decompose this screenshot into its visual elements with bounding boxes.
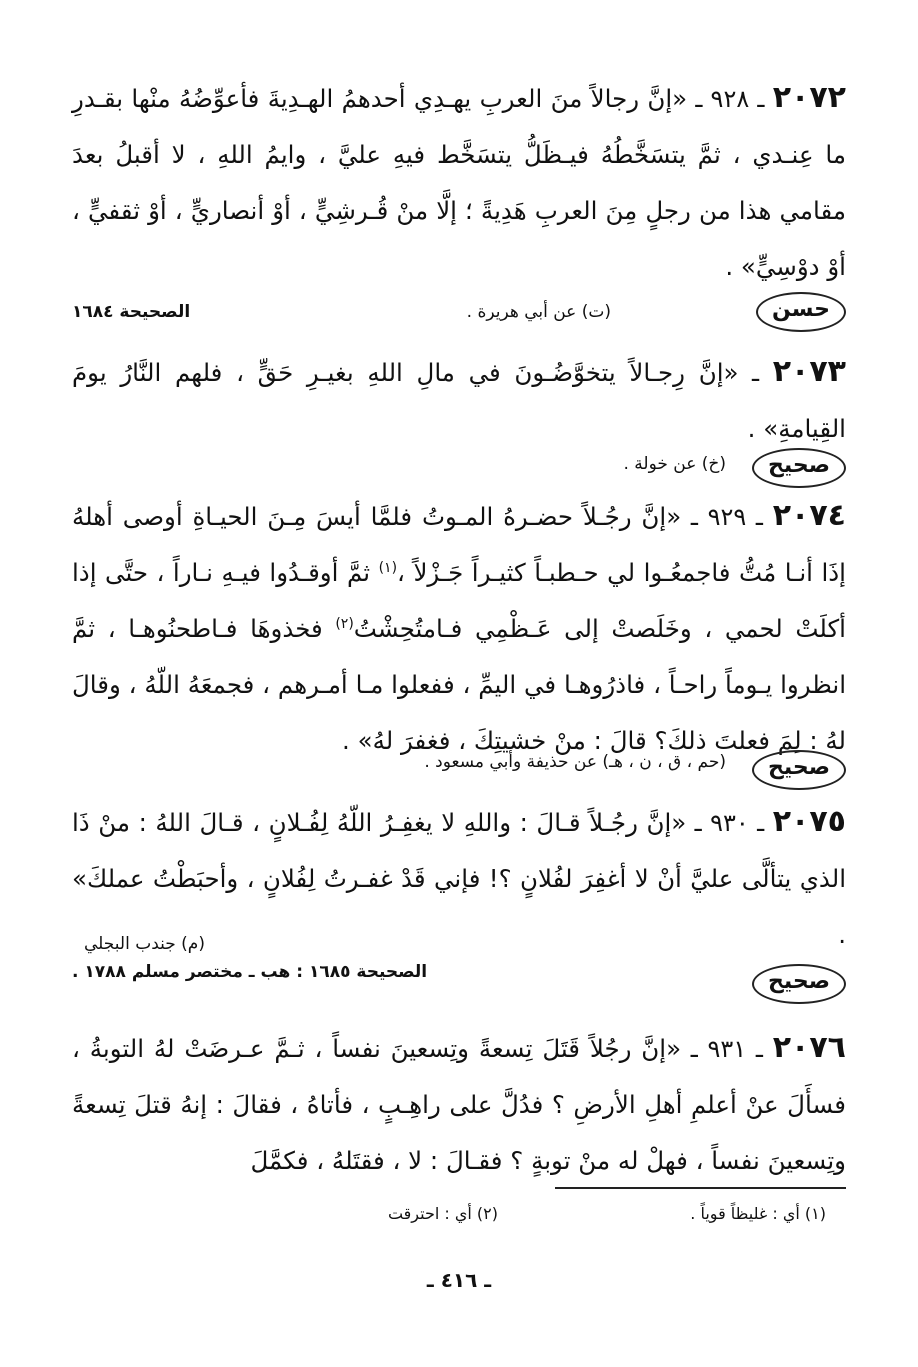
hadith-sub-number: ٩٢٩ <box>707 503 747 531</box>
hadith-body: «إنَّ رجُلاً قَتَلَ تِسعةً وتِسعينَ نفساً ، ثـمَّ عـرضَتْ لهُ التوبةُ ، فسأَلَ عنْ أعلمِ أهلِ الأرضِ ؟ فدُلَّ على راهِـبٍ ، فأتاهُ ، فقالَ : إنهُ قتلَ تِسعةً وتِسعينَ نفساً ، فهلْ له منْ توبةٍ ؟ فقـالَ : لا ، فقتَلهُ ، فكمَّلَ <box>72 1034 846 1175</box>
source-attribution: (خ) عن خولة . <box>623 454 726 474</box>
hadith-body: «إنَّ رِجـالاً يتخوَّضُـونَ في مالِ اللهِ بغيـرِ حَقٍّ ، فلهم النَّارُ يومَ القِيامةِ» . <box>72 358 846 443</box>
grade-badge: صحيح <box>752 964 846 1004</box>
footnote-2: (٢) أي : احترقت <box>387 1204 498 1223</box>
hadith-2076 <box>72 1020 846 1189</box>
source-attribution: (حم ، ق ، ن ، هـ) عن حذيفة وأبي مسعود . <box>424 752 726 772</box>
hadith-2074 <box>72 488 846 755</box>
hadith-sub-number: ٩٣٠ <box>710 809 749 837</box>
hadith-2075 <box>72 794 846 960</box>
source-row <box>72 286 846 344</box>
grade-badge: صحيح <box>752 448 846 488</box>
hadith-number: ٢٠٧٤ <box>772 498 846 533</box>
hadith-number: ٢٠٧٥ <box>772 804 846 839</box>
hadith-text: ٢٠٧٤ ـ ٩٢٩ ـ «إنَّ رجُـلاً حضـرهُ المـوتُ فلمَّا أيسَ مِـنَ الحيـاةِ أوصى أهلهُ إذَا أنـا مُتُّ فاجمعُـوا لي حـطبـاً كثيـراً جَـزْلاً ،$^{(١)}$ ثمَّ أوقـدُوا فيـهِ نـاراً ، حتَّى إذا أكلَتْ لحمي ، وخَلَصتْ إلى عَـظْمِي فـامتُحِشْتُ$^{(٢)}$ فخذوهَا فـاطحنُوهـا ، ثمَّ انظروا يـوماً راحـاً ، فاذرُوهـا في اليمِّ ، ففعلوا مـا أمـرهم ، فجمعَهُ اللّهُ ، وقالَ لهُ : لِمَ فعلتَ ذلكَ؟ قالَ : منْ خشيتِكَ ، فغفرَ لهُ» . <box>72 498 846 755</box>
source-attribution: (م) جندب البجلي <box>84 934 205 954</box>
hadith-body: «إنَّ رجالاً منَ العربِ يهـدِي أحدهمُ الهـدِيةَ فأعوِّضُهُ منْها بقـدرِ ما عِنـدي ، ثمَّ يتسَخَّطُهُ فيـظَلُّ يتسَخَّط فيهِ عليَّ ، وايمُ اللهِ ، لا أقبلُ بعدَ مقامي هذا من رجلٍ مِنَ العربِ هَدِيةً ؛ إلَّا منْ قُـرشِيٍّ ، أوْ أنصاريٍّ ، أوْ ثقفيٍّ ، أوْ دوْسِيٍّ» . <box>72 84 846 281</box>
hadith-2072 <box>72 70 846 282</box>
reference: الصحيحة ١٦٨٥ : هب ـ مختصر مسلم ١٧٨٨ . <box>72 962 428 982</box>
footnote-marker-1: (١) <box>378 559 398 576</box>
source-row <box>72 448 846 488</box>
hadith-body-part3: فخذوهَا فـاطحنُوهـا ، ثمَّ انظروا يـوماً راحـاً ، فاذرُوهـا في اليمِّ ، ففعلوا مـا أمـرهم ، فجمعَهُ اللّهُ ، وقالَ لهُ : لِمَ فعلتَ ذلكَ؟ قالَ : منْ خشيتِكَ ، فغفرَ لهُ» . <box>72 614 846 755</box>
footnote-marker-2: (٢) <box>335 615 354 632</box>
source-row <box>72 750 846 794</box>
reference: الصحيحة ١٦٨٤ <box>72 302 191 322</box>
footnote-divider <box>555 1187 846 1189</box>
hadith-number: ٢٠٧٦ <box>772 1030 846 1065</box>
hadith-text: ٢٠٧٦ ـ ٩٣١ ـ «إنَّ رجُلاً قَتَلَ تِسعةً وتِسعينَ نفساً ، ثـمَّ عـرضَتْ لهُ التوبةُ ، فسأَلَ عنْ أعلمِ أهلِ الأرضِ ؟ فدُلَّ على راهِـبٍ ، فأتاهُ ، فقالَ : إنهُ قتلَ تِسعةً وتِسعينَ نفساً ، فهلْ له منْ توبةٍ ؟ فقـالَ : لا ، فقتَلهُ ، فكمَّلَ <box>72 1030 846 1175</box>
page-body <box>72 70 846 1189</box>
grade-badge: حسن <box>756 292 846 332</box>
hadith-body-part1: «إنَّ رجُـلاً حضـرهُ المـوتُ فلمَّا أيسَ مِـنَ الحيـاةِ أوصى أهلهُ إذَا أنـا مُتُّ فاجمعُـوا لي حـطبـاً كثيـراً جَـزْلاً ، <box>72 502 846 587</box>
grade-badge: صحيح <box>752 750 846 790</box>
footnote-1: (١) أي : غليظاً قوياً . <box>690 1204 826 1223</box>
hadith-text: ٢٠٧٢ ـ ٩٢٨ ـ «إنَّ رجالاً منَ العربِ يهـدِي أحدهمُ الهـدِيةَ فأعوِّضُهُ منْها بقـدرِ ما عِنـدي ، ثمَّ يتسَخَّطُهُ فيـظَلُّ يتسَخَّط فيهِ عليَّ ، وايمُ اللهِ ، لا أقبلُ بعدَ مقامي هذا من رجلٍ مِنَ العربِ هَدِيةً ؛ إلَّا منْ قُـرشِيٍّ ، أوْ أنصاريٍّ ، أوْ ثقفيٍّ ، أوْ دوْسِيٍّ» . <box>72 80 846 281</box>
hadith-sub-number: ٩٣١ <box>707 1035 747 1063</box>
hadith-text: ٢٠٧٥ ـ ٩٣٠ ـ «إنَّ رجُـلاً قـالَ : واللهِ لا يغفِـرُ اللّهُ لِفُـلانٍ ، قـالَ اللهُ : منْ ذَا الذي يتألَّى عليَّ أنْ لا أغفِرَ لفُلانٍ ؟! فإني قَدْ غفـرتُ لِفُلانٍ ، وأحبَطْتُ عملكَ» . <box>72 804 846 949</box>
source-row <box>72 960 846 1020</box>
hadith-number: ٢٠٧٣ <box>772 354 846 389</box>
hadith-body-part2: ثمَّ أوقـدُوا فيـهِ نـاراً ، حتَّى إذا أكلَتْ لحمي ، وخَلَصتْ إلى عَـظْمِي فـامتُحِشْتُ <box>72 558 846 643</box>
source-attribution: (ت) عن أبي هريرة . <box>466 302 611 322</box>
hadith-body: «إنَّ رجُـلاً قـالَ : واللهِ لا يغفِـرُ اللّهُ لِفُـلانٍ ، قـالَ اللهُ : منْ ذَا الذي يتألَّى عليَّ أنْ لا أغفِرَ لفُلانٍ ؟! فإني قَدْ غفـرتُ لِفُلانٍ ، وأحبَطْتُ عملكَ» . <box>72 808 846 949</box>
page-number: ـ ٤١٦ ـ <box>426 1268 492 1292</box>
hadith-sub-number: ٩٢٨ <box>710 85 750 113</box>
hadith-number: ٢٠٧٢ <box>772 80 846 115</box>
hadith-text: ٢٠٧٣ ـ «إنَّ رِجـالاً يتخوَّضُـونَ في مالِ اللهِ بغيـرِ حَقٍّ ، فلهم النَّارُ يومَ القِيامةِ» . <box>72 354 846 443</box>
hadith-2073 <box>72 344 846 448</box>
